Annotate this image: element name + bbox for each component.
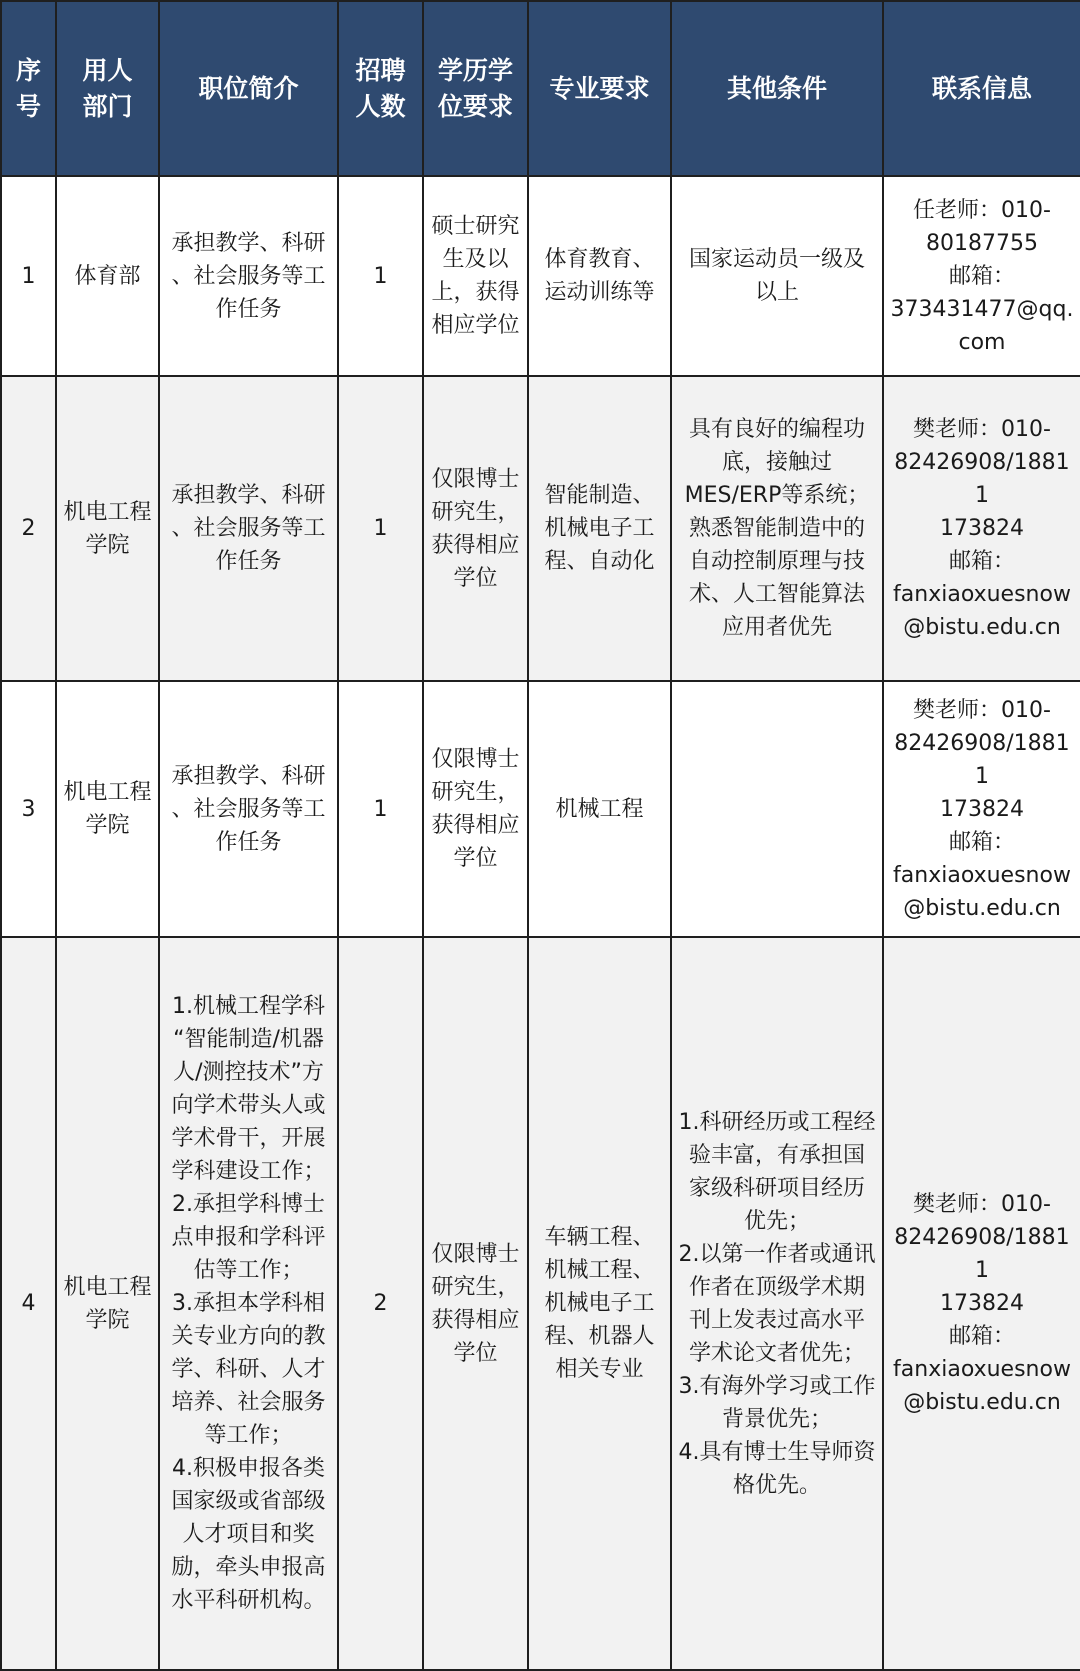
cell-other: 具有良好的编程功 底，接触过 MES/ERP等系统； 熟悉智能制造中的 自动控制原理与技 术、人工智能算法 应用者优先 [671,376,883,681]
cell-index: 3 [1,681,56,937]
header-count: 招聘 人数 [338,1,423,176]
header-major: 专业要求 [528,1,671,176]
header-index: 序 号 [1,1,56,176]
table-row [1,937,1080,1670]
cell-degree: 仅限博士 研究生， 获得相应 学位 [423,937,528,1670]
cell-index: 2 [1,376,56,681]
cell-degree: 硕士研究 生及以 上，获得 相应学位 [423,176,528,376]
cell-dept: 机电工程 学院 [56,376,159,681]
cell-dept: 机电工程 学院 [56,937,159,1670]
cell-contact: 樊老师：010- 82426908/18811 173824 邮箱： fanxiaoxuesnow @bistu.edu.cn [883,681,1080,937]
cell-count: 1 [338,376,423,681]
header-desc: 职位简介 [159,1,338,176]
header-degree: 学历学 位要求 [423,1,528,176]
header-row [1,1,1080,176]
cell-count: 1 [338,176,423,376]
cell-contact: 樊老师：010- 82426908/18811 173824 邮箱： fanxiaoxuesnow @bistu.edu.cn [883,937,1080,1670]
cell-count: 2 [338,937,423,1670]
cell-other: 国家运动员一级及 以上 [671,176,883,376]
cell-other [671,681,883,937]
cell-major: 机械工程 [528,681,671,937]
cell-dept: 机电工程 学院 [56,681,159,937]
cell-desc: 承担教学、科研 、社会服务等工 作任务 [159,176,338,376]
header-contact: 联系信息 [883,1,1080,176]
cell-contact: 樊老师：010- 82426908/18811 173824 邮箱： fanxiaoxuesnow @bistu.edu.cn [883,376,1080,681]
cell-index: 1 [1,176,56,376]
cell-desc: 1.机械工程学科 “智能制造/机器 人/测控技术”方 向学术带头人或 学术骨干，开展 学科建设工作； 2.承担学科博士 点申报和学科评 估等工作； 3.承担本学科相 关专业方向的教 学、科研、人才 培养、社会服务 等工作； 4.积极申报各类 国家级或省部级 人才项目和奖 励，牵头申报高 水平科研机构。 [159,937,338,1670]
cell-major: 体育教育、 运动训练等 [528,176,671,376]
cell-degree: 仅限博士 研究生， 获得相应 学位 [423,681,528,937]
cell-desc: 承担教学、科研 、社会服务等工 作任务 [159,681,338,937]
cell-desc: 承担教学、科研 、社会服务等工 作任务 [159,376,338,681]
cell-major: 智能制造、 机械电子工 程、自动化 [528,376,671,681]
table-row [1,376,1080,681]
cell-other: 1.科研经历或工程经 验丰富，有承担国 家级科研项目经历 优先； 2.以第一作者或通讯 作者在顶级学术期 刊上发表过高水平 学术论文者优先； 3.有海外学习或工作 背景优先； 4.具有博士生导师资 格优先。 [671,937,883,1670]
cell-contact: 任老师：010- 80187755 邮箱： 373431477@qq. com [883,176,1080,376]
cell-major: 车辆工程、 机械工程、 机械电子工 程、机器人 相关专业 [528,937,671,1670]
cell-degree: 仅限博士 研究生， 获得相应 学位 [423,376,528,681]
header-other: 其他条件 [671,1,883,176]
table-row [1,681,1080,937]
cell-index: 4 [1,937,56,1670]
cell-count: 1 [338,681,423,937]
header-dept: 用人 部门 [56,1,159,176]
cell-dept: 体育部 [56,176,159,376]
table-row [1,176,1080,376]
